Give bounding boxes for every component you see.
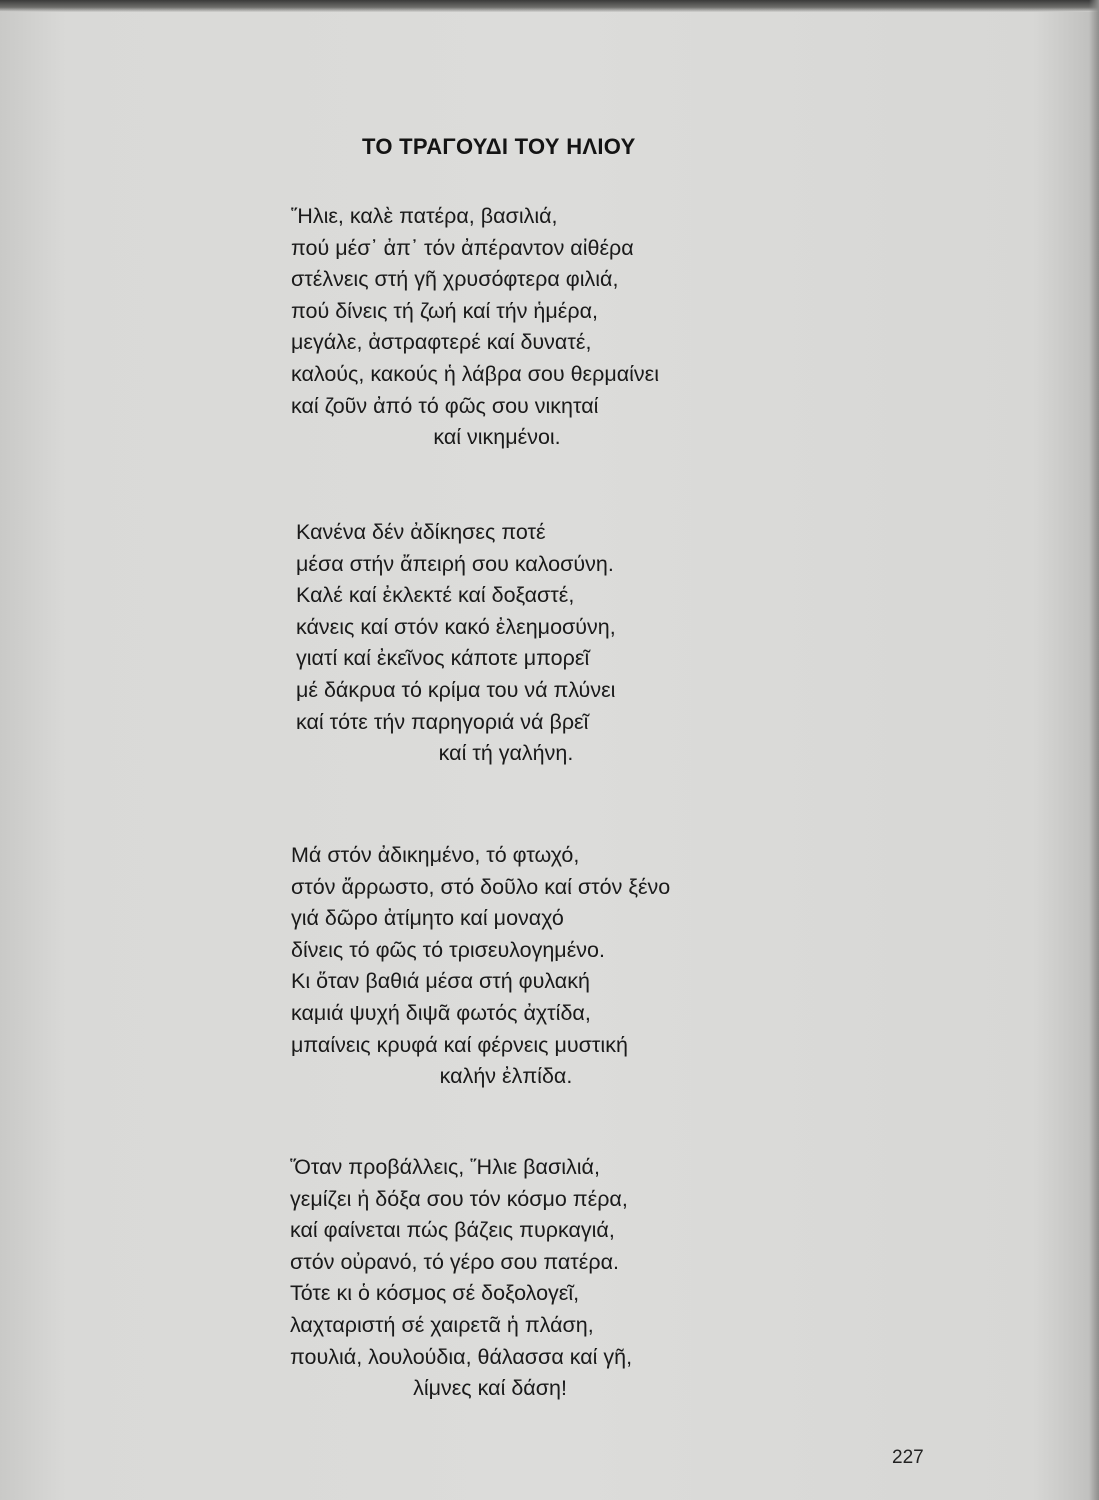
poem-line: γεμίζει ἡ δόξα σου τόν κόσμο πέρα, [290, 1186, 628, 1211]
poem-line: γιατί καί ἐκεῖνος κάποτε μπορεῖ [296, 646, 590, 671]
poem-title: ΤΟ ΤΡΑΓΟΥΔΙ ΤΟΥ ΗΛΙΟΥ [362, 134, 636, 159]
poem-line: στόν ἄρρωστο, στό δοῦλο καί στόν ξένο [291, 874, 671, 899]
poem-line: μέ δάκρυα τό κρίμα του νά πλύνει [296, 677, 616, 702]
poem-line: καμιά ψυχή διψᾶ φωτός ἀχτίδα, [291, 1000, 591, 1025]
poem-line: Μά στόν ἀδικημένο, τό φτωχό, [291, 843, 580, 867]
poem-line: καλούς, κακούς ἡ λάβρα σου θερμαίνει [291, 361, 660, 386]
poem-line: καί ζοῦν ἀπό τό φῶς σου νικηταί [291, 393, 599, 418]
page-right-edge [1089, 0, 1099, 1500]
poem-line: γιά δῶρο ἀτίμητο καί μοναχό [291, 906, 564, 931]
poem-line: πού δίνεις τή ζωή καί τήν ἡμέρα, [291, 298, 598, 323]
stanza-2 [296, 517, 776, 770]
poem-line: λαχταριστή σέ χαιρετᾶ ἡ πλάση, [290, 1312, 594, 1337]
poem-line-final: καλήν ἐλπίδα. [439, 1064, 573, 1089]
page-number: 227 [892, 1447, 924, 1468]
page-top-edge [0, 0, 1099, 12]
poem-line-final: καί τή γαλήνη. [438, 741, 574, 766]
poem-line-final: καί νικημένοι. [433, 425, 561, 450]
poem-line: κάνεις καί στόν κακό ἐλεημοσύνη, [296, 614, 616, 639]
poem-line: μέσα στήν ἄπειρή σου καλοσύνη. [296, 551, 614, 576]
poem-line: Ὅταν προβάλλεις, Ἥλιε βασιλιά, [290, 1155, 600, 1179]
stanza-1 [291, 201, 771, 454]
poem-line: Τότε κι ὁ κόσμος σέ δοξολογεῖ, [290, 1281, 580, 1306]
poem-line: στέλνεις στή γῆ χρυσόφτερα φιλιά, [291, 267, 619, 292]
poem-line: πουλιά, λουλούδια, θάλασσα καί γῆ, [290, 1344, 633, 1369]
stanza-3 [291, 840, 781, 1093]
poem-line: πού μέσ᾽ ἀπ᾽ τόν ἀπέραντον αἰθέρα [291, 235, 634, 260]
stanza-4 [290, 1152, 770, 1405]
poem-line: μπαίνεις κρυφά καί φέρνεις μυστική [291, 1032, 628, 1057]
poem-line: Ἥλιε, καλὲ πατέρα, βασιλιά, [291, 204, 558, 228]
poem-line: Κι ὅταν βαθιά μέσα στή φυλακή [291, 969, 590, 994]
poem-line: μεγάλε, ἀστραφτερέ καί δυνατέ, [291, 330, 592, 355]
poem-line-final: λίμνες καί δάση! [413, 1376, 567, 1401]
poem-line: καί φαίνεται πώς βάζεις πυρκαγιά, [290, 1218, 615, 1243]
poem-line: στόν οὐρανό, τό γέρο σου πατέρα. [290, 1249, 620, 1274]
poem-line: καί τότε τήν παρηγοριά νά βρεῖ [296, 709, 589, 734]
poem-line: δίνεις τό φῶς τό τρισευλογημένο. [291, 937, 605, 962]
poem-line: Κανένα δέν ἀδίκησες ποτέ [296, 520, 546, 544]
poem-line: Καλέ καί ἐκλεκτέ καί δοξαστέ, [296, 583, 575, 608]
